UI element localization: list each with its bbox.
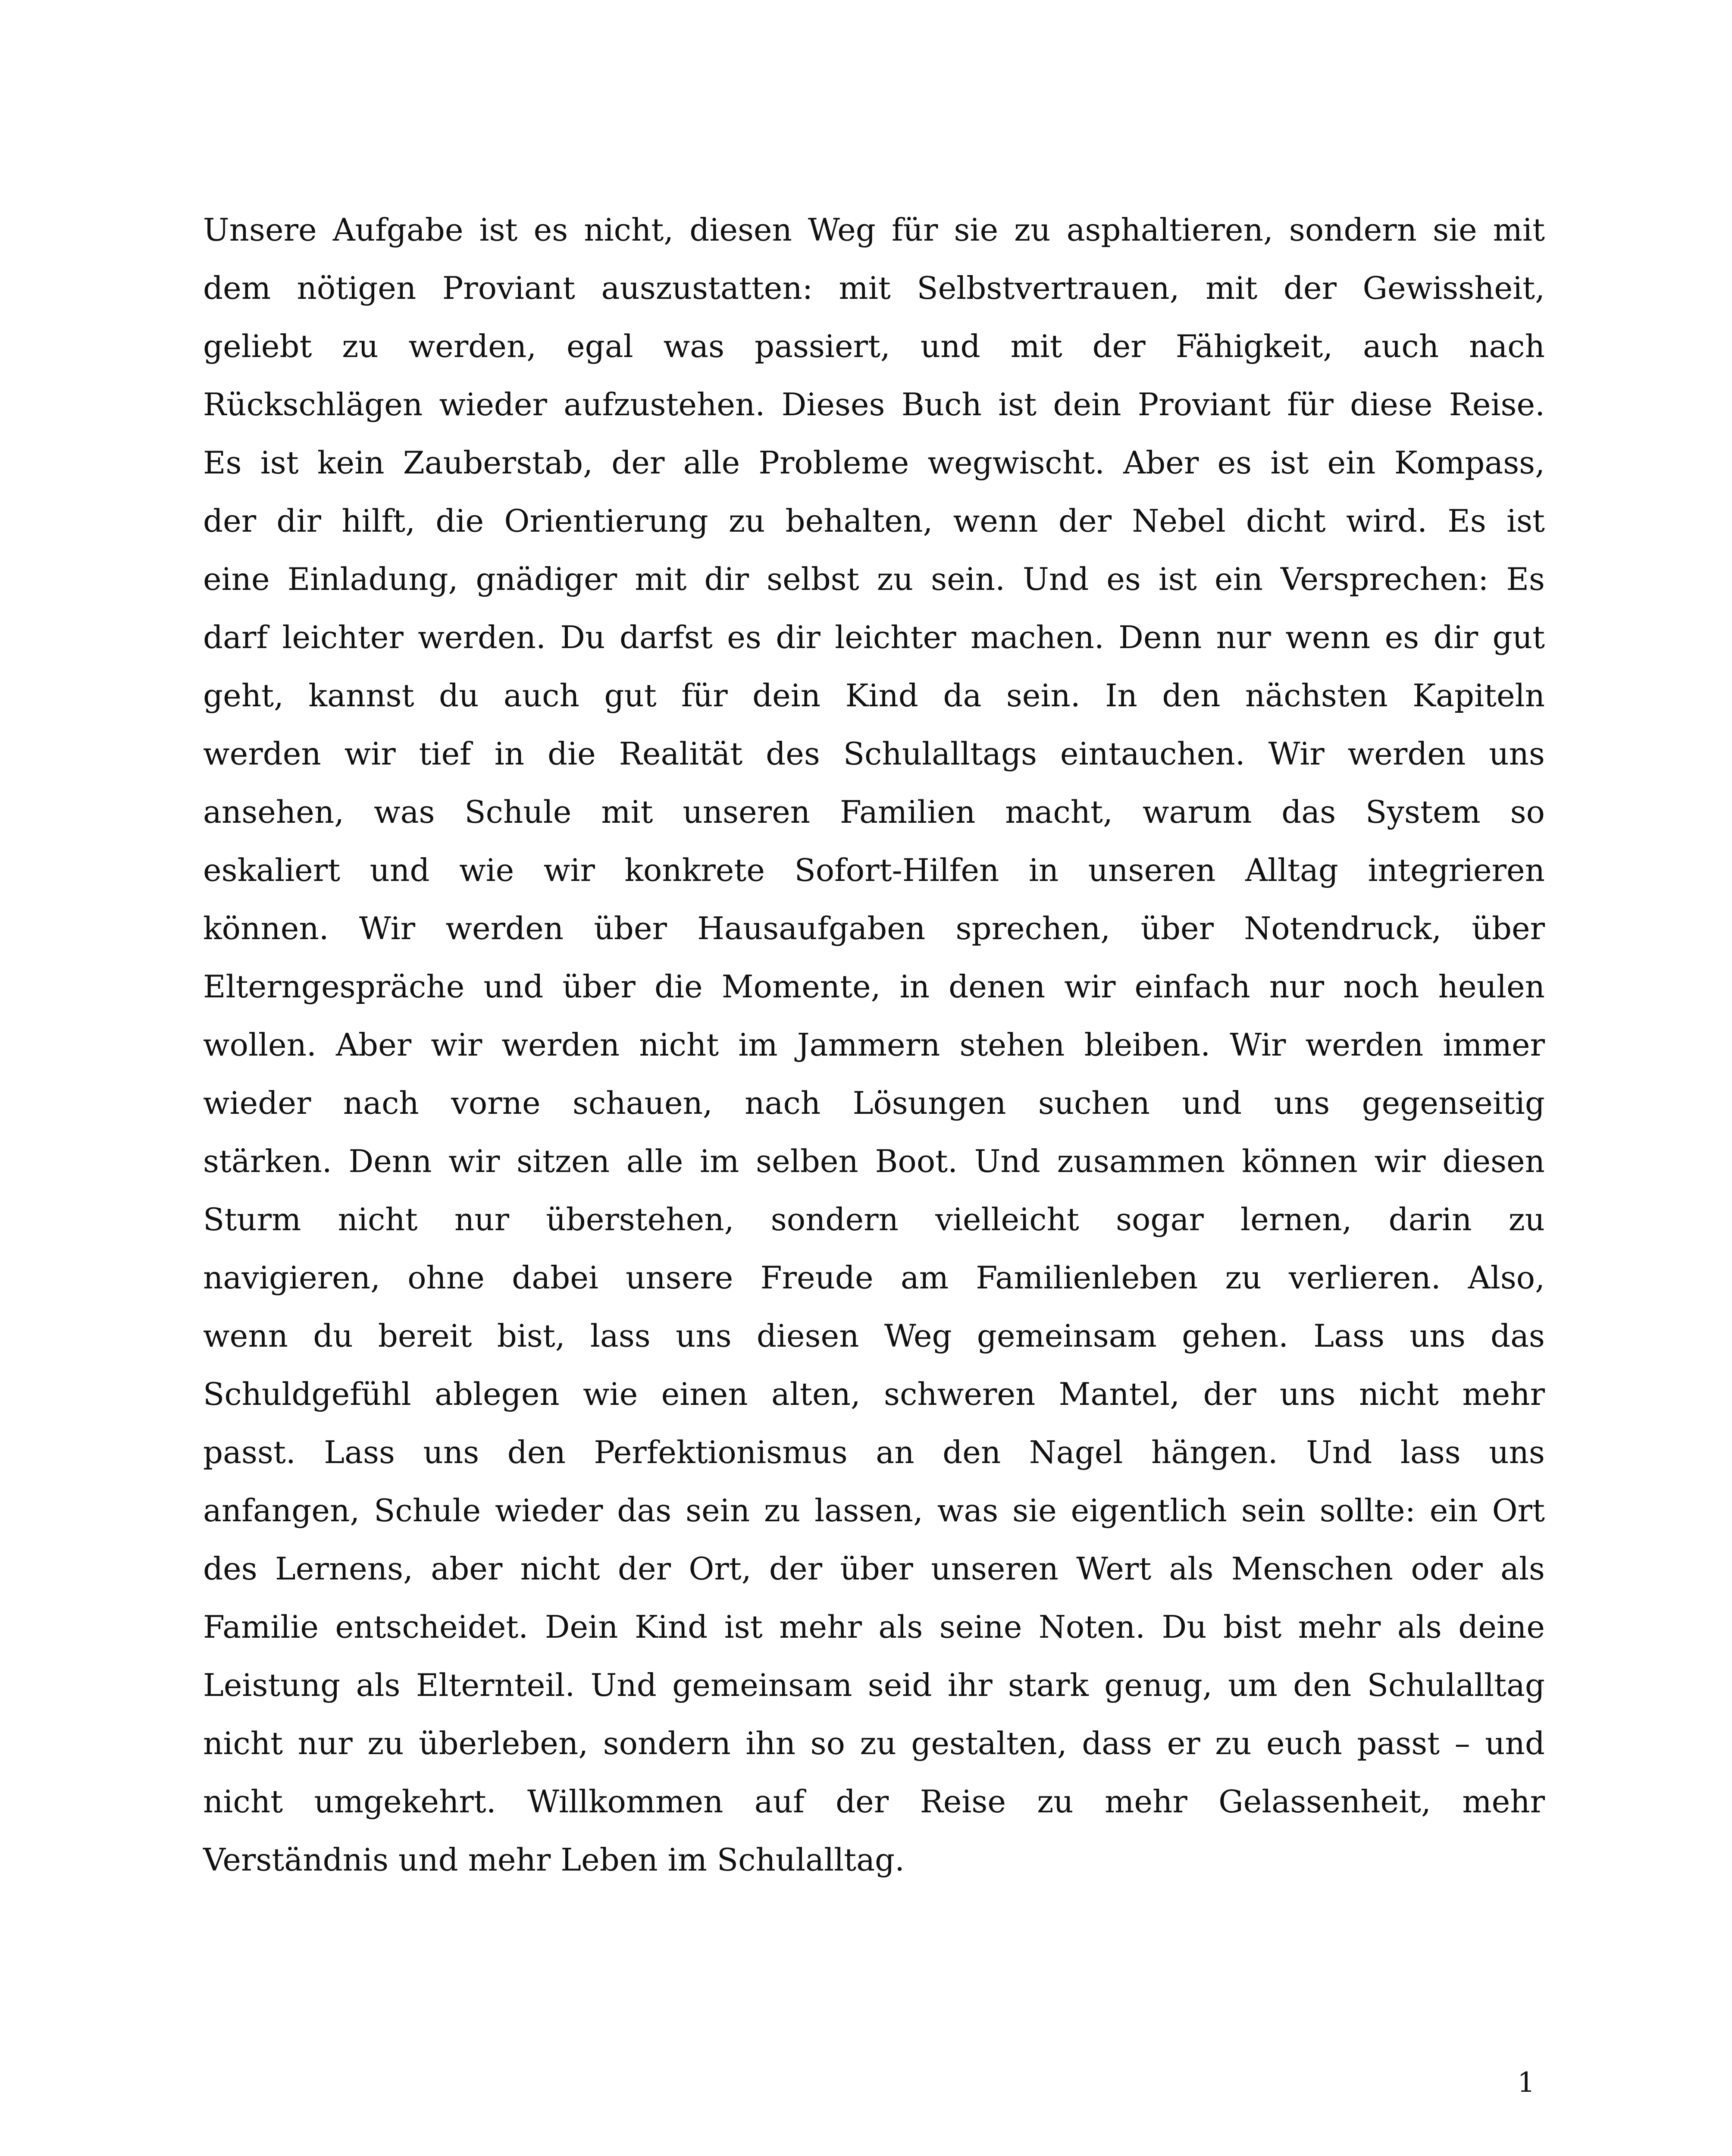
text-line: dem nötigen Proviant auszustatten: mit Selbstvertrauen, mit der Gewissheit, <box>203 270 1545 306</box>
text-line: anfangen, Schule wieder das sein zu lassen, was sie eigentlich sein sollte: ein Ort <box>203 1492 1545 1529</box>
page-number: 1 <box>1517 2067 1535 2099</box>
text-line: darf leichter werden. Du darfst es dir leichter machen. Denn nur wenn es dir gut <box>203 619 1545 655</box>
text-line: Schuldgefühl ablegen wie einen alten, schweren Mantel, der uns nicht mehr <box>203 1376 1545 1412</box>
text-line: Es ist kein Zauberstab, der alle Probleme wegwischt. Aber es ist ein Kompass, <box>203 445 1545 481</box>
text-line: Verständnis und mehr Leben im Schulalltag. <box>203 1842 905 1878</box>
text-line: Unsere Aufgabe ist es nicht, diesen Weg für sie zu asphaltieren, sondern sie mit <box>203 212 1545 248</box>
text-line: geht, kannst du auch gut für dein Kind da sein. In den nächsten Kapiteln <box>203 677 1545 714</box>
text-line: navigieren, ohne dabei unsere Freude am Familienleben zu verlieren. Also, <box>203 1260 1545 1296</box>
text-line: eine Einladung, gnädiger mit dir selbst zu sein. Und es ist ein Versprechen: Es <box>203 561 1545 597</box>
text-line: Rückschlägen wieder aufzustehen. Dieses Buch ist dein Proviant für diese Reise. <box>203 386 1545 423</box>
text-line: eskaliert und wie wir konkrete Sofort-Hilfen in unseren Alltag integrieren <box>203 852 1545 888</box>
text-line: geliebt zu werden, egal was passiert, und mit der Fähigkeit, auch nach <box>203 328 1545 364</box>
body-paragraph <box>203 201 1545 1889</box>
text-line: passt. Lass uns den Perfektionismus an den Nagel hängen. Und lass uns <box>203 1434 1545 1470</box>
text-line: wollen. Aber wir werden nicht im Jammern stehen bleiben. Wir werden immer <box>203 1027 1545 1063</box>
text-line: ansehen, was Schule mit unseren Familien macht, warum das System so <box>203 794 1545 830</box>
text-line: des Lernens, aber nicht der Ort, der über unseren Wert als Menschen oder als <box>203 1551 1545 1587</box>
text-line: nicht nur zu überleben, sondern ihn so zu gestalten, dass er zu euch passt – und <box>203 1725 1545 1761</box>
text-line: Sturm nicht nur überstehen, sondern vielleicht sogar lernen, darin zu <box>203 1201 1545 1238</box>
text-line: werden wir tief in die Realität des Schulalltags eintauchen. Wir werden uns <box>203 736 1545 772</box>
text-line: Elterngespräche und über die Momente, in denen wir einfach nur noch heulen <box>203 968 1545 1005</box>
text-line: Familie entscheidet. Dein Kind ist mehr als seine Noten. Du bist mehr als deine <box>203 1609 1545 1645</box>
text-line: Leistung als Elternteil. Und gemeinsam seid ihr stark genug, um den Schulalltag <box>203 1667 1545 1703</box>
text-line: stärken. Denn wir sitzen alle im selben Boot. Und zusammen können wir diesen <box>203 1143 1545 1179</box>
text-line: wieder nach vorne schauen, nach Lösungen suchen und uns gegenseitig <box>203 1085 1545 1121</box>
text-line: wenn du bereit bist, lass uns diesen Weg gemeinsam gehen. Lass uns das <box>203 1318 1545 1354</box>
text-line: können. Wir werden über Hausaufgaben sprechen, über Notendruck, über <box>203 910 1545 946</box>
text-line: der dir hilft, die Orientierung zu behalten, wenn der Nebel dicht wird. Es ist <box>203 503 1545 539</box>
text-line: nicht umgekehrt. Willkommen auf der Reise zu mehr Gelassenheit, mehr <box>203 1783 1545 1820</box>
